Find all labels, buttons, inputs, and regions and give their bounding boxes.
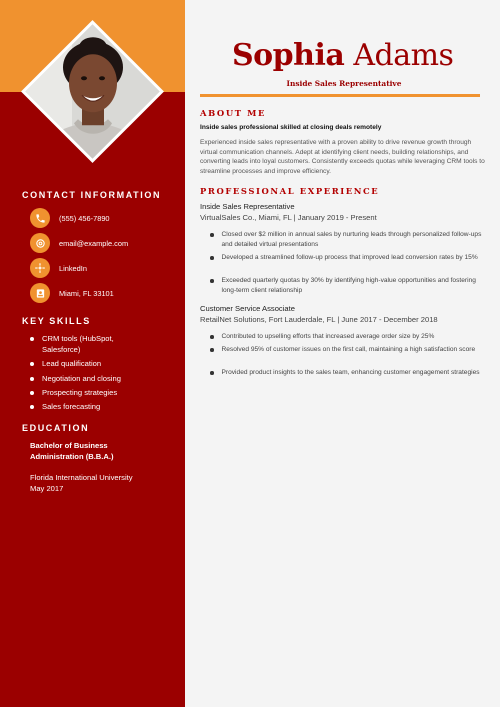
job-bullet: Closed over $2 million in annual sales by nurturing leads through personalized follow-ups and detailed virtual presentations: [210, 230, 490, 249]
job-title: Customer Service Associate: [200, 304, 295, 313]
skills-heading: KEY SKILLS: [22, 316, 91, 326]
about-body: Experienced inside sales representative with a proven ability to drive revenue growth through virtual communication channels. Adept at identifying client needs, building relationships, and converting leads into loyal customers. Consistently exceeds quotas while leveraging CRM tools to streamline processes and improve efficiency.: [200, 139, 485, 175]
skill-item: Lead qualification: [30, 358, 101, 369]
phone-text: (555) 456-7890: [59, 213, 110, 223]
education-date: May 2017: [30, 484, 64, 493]
education-degree: Bachelor of Business Administration (B.B.A.): [30, 441, 114, 461]
header-divider: [200, 94, 480, 97]
phone-icon: [30, 208, 50, 228]
portrait-illustration: [21, 20, 164, 163]
candidate-name: [232, 38, 453, 73]
linkedin-icon: [30, 258, 50, 278]
last-name: Adams: [353, 38, 454, 73]
about-headline: Inside sales professional skilled at closing deals remotely: [200, 124, 382, 131]
linkedin-text[interactable]: LinkedIn: [59, 263, 87, 273]
education-school: [30, 472, 180, 494]
contact-heading: CONTACT INFORMATION: [22, 190, 162, 200]
email-icon: [30, 233, 50, 253]
profile-photo-frame: [22, 21, 163, 162]
skill-item: CRM tools (HubSpot, Salesforce): [30, 333, 150, 355]
job-bullet: Resolved 95% of customer issues on the first call, maintaining a high satisfaction score: [210, 345, 490, 355]
first-name: Sophia: [232, 38, 345, 73]
job-title: Inside Sales Representative: [200, 202, 295, 211]
contact-email: [30, 233, 128, 253]
skill-item: Negotiation and closing: [30, 373, 121, 384]
location-icon: [30, 283, 50, 303]
skill-item: Sales forecasting: [30, 401, 100, 412]
skill-item: Prospecting strategies: [30, 387, 117, 398]
contact-location: [30, 283, 114, 303]
job-bullet: Provided product insights to the sales team, enhancing customer engagement strategies: [210, 368, 490, 378]
education-school-name: Florida International University: [30, 473, 133, 482]
job-bullet: Exceeded quarterly quotas by 30% by identifying high-value opportunities and fostering long-term client relationship: [210, 276, 490, 295]
about-heading: ABOUT ME: [200, 108, 266, 118]
job-meta: RetailNet Solutions, Fort Lauderdale, FL | June 2017 - December 2018: [200, 315, 438, 324]
contact-phone: [30, 208, 110, 228]
email-text[interactable]: email@example.com: [59, 238, 129, 248]
location-text: Miami, FL 33101: [59, 288, 114, 298]
job-meta: VirtualSales Co., Miami, FL | January 2019 - Present: [200, 213, 377, 222]
education-heading: EDUCATION: [22, 423, 90, 433]
experience-heading: PROFESSIONAL EXPERIENCE: [200, 186, 380, 196]
contact-linkedin: [30, 258, 87, 278]
job-title-subtitle: Inside Sales Representative: [286, 79, 402, 88]
profile-photo: [21, 20, 164, 163]
job-bullet: Developed a streamlined follow-up process that improved lead conversion rates by 15%: [210, 253, 490, 263]
job-bullet: Contributed to upselling efforts that increased average order size by 25%: [210, 332, 490, 342]
